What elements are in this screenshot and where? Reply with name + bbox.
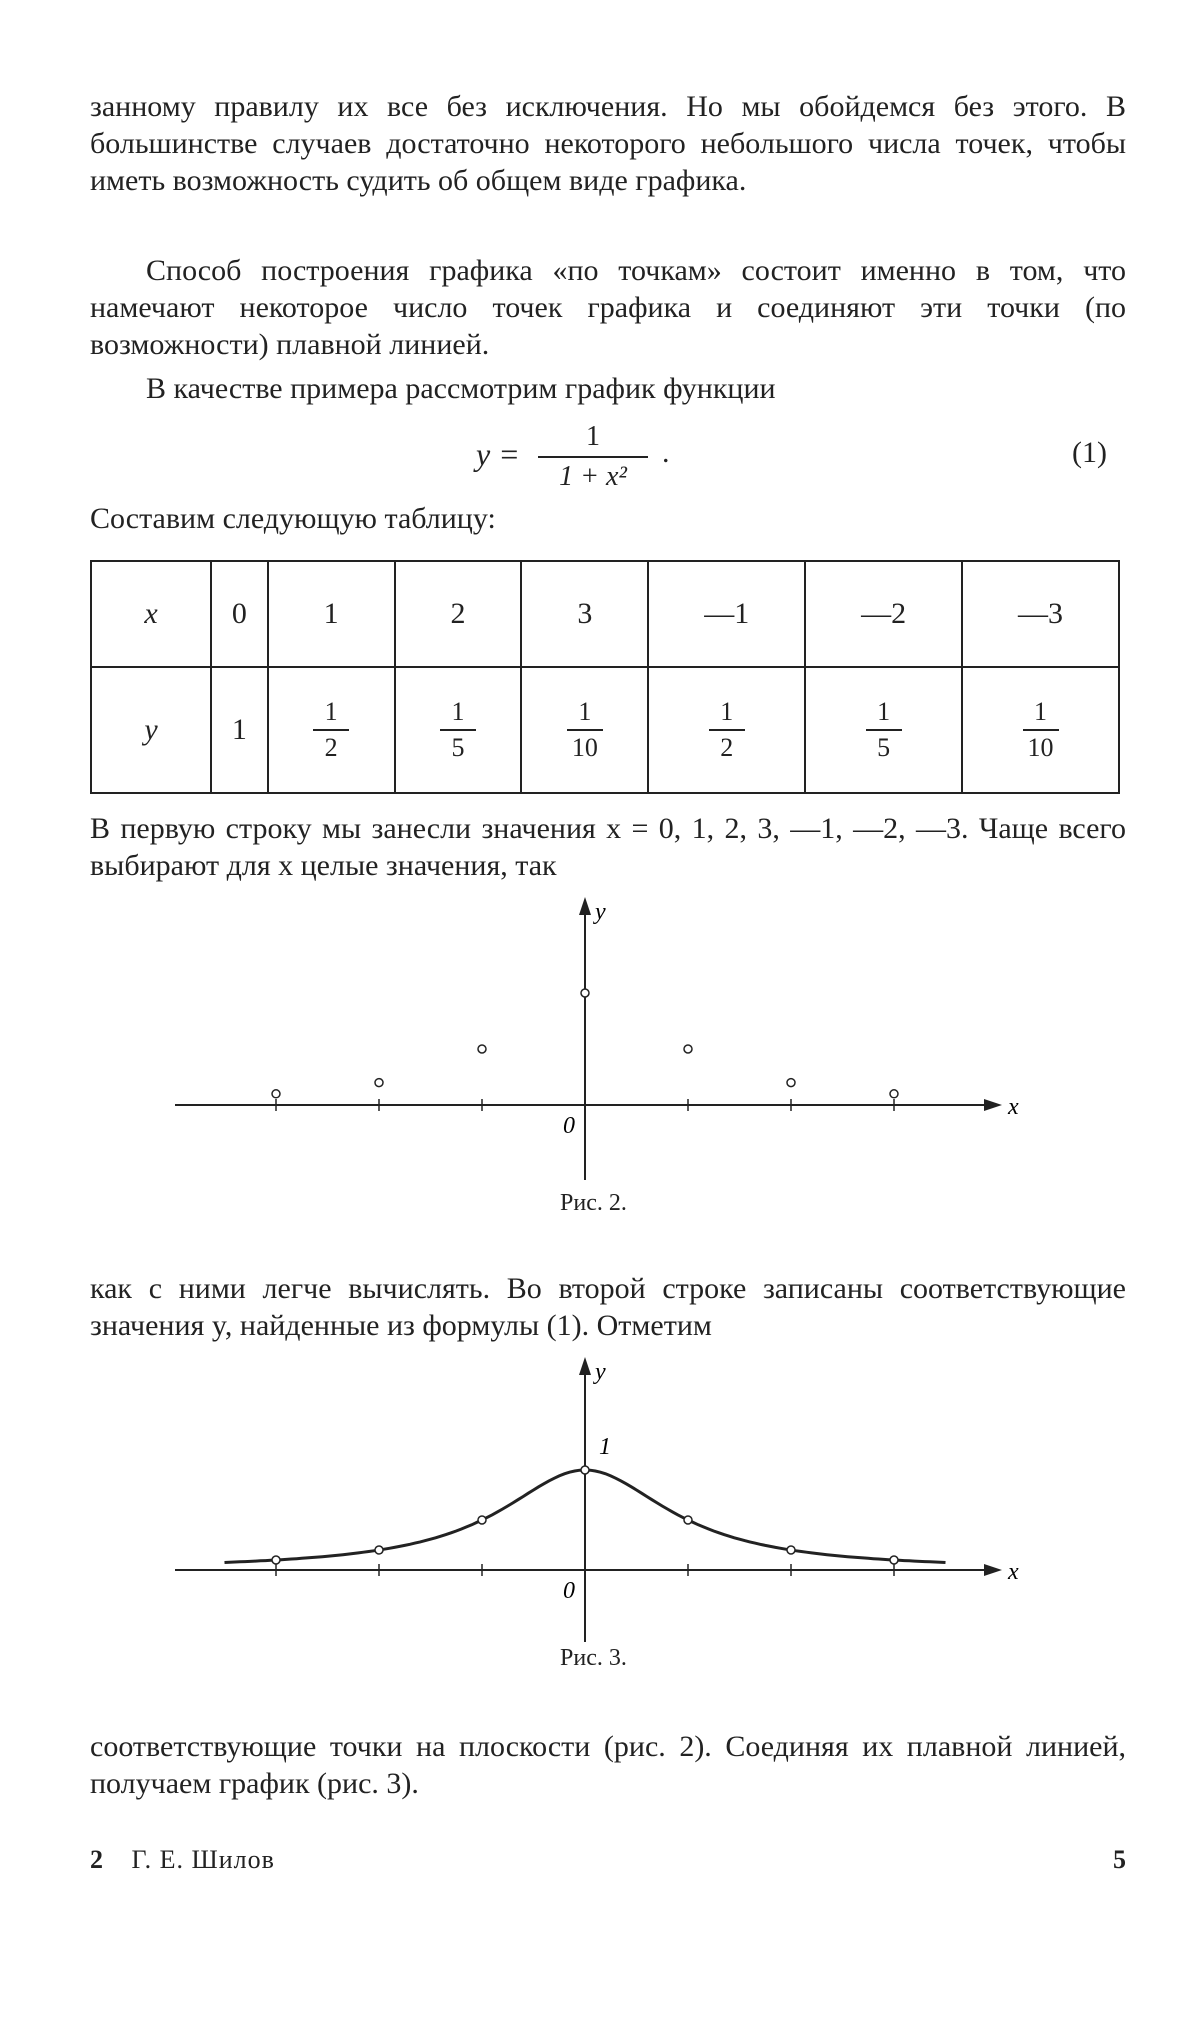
paragraph-method: Способ построения графика «по точкам» состоит именно в том, что намечают некоторое число точек графика и соединяют эти точки (по возможности) плавной линией. <box>90 254 1126 361</box>
table-cell-y <box>805 667 962 793</box>
x-axis-label: x <box>1008 1094 1019 1120</box>
values-table <box>90 560 1120 794</box>
fraction-bar <box>440 729 476 731</box>
paragraph-continuation: занному правилу их все без исключения. Но мы обойдемся без этого. В большинстве случаев достаточно некоторого небольшого числа точек, чтобы иметь возможность судить об общем виде графика. <box>90 90 1126 197</box>
table-cell-x: 2 <box>395 561 522 667</box>
page-number: 5 <box>1113 1845 1126 1874</box>
cell-numerator: 1 <box>324 696 338 726</box>
equation-number: (1) <box>1072 436 1107 469</box>
table-cell-x: —2 <box>805 561 962 667</box>
cell-fraction <box>866 697 902 763</box>
table-cell-y: 1 <box>211 667 268 793</box>
data-point <box>375 1546 383 1554</box>
y-axis-label: y <box>595 1359 606 1385</box>
origin-label: 0 <box>563 1113 575 1139</box>
cell-numerator: 1 <box>720 696 734 726</box>
formula-fraction <box>538 420 648 494</box>
data-point <box>375 1079 383 1087</box>
y-axis-label: y <box>595 899 606 925</box>
paragraph-conclusion: соответствующие точки на плоскости (рис. 2). Соединяя их плавной линией, получаем график (рис. 3). <box>90 1730 1126 1800</box>
paragraph-first-row: В первую строку мы занесли значения x = 0, 1, 2, 3, —1, —2, —3. Чаще всего выбирают для x целые значения, так <box>90 812 1126 882</box>
table-intro: Составим следующую таблицу: <box>90 502 496 535</box>
cell-denominator: 2 <box>720 732 734 762</box>
table-cell-y <box>268 667 395 793</box>
paragraph-example: В качестве примера рассмотрим график функции <box>146 372 776 405</box>
cell-fraction <box>313 697 349 763</box>
data-point <box>684 1045 692 1053</box>
cell-numerator: 1 <box>877 696 891 726</box>
figure-3 <box>0 1350 1200 1690</box>
table-header-y: y <box>91 667 211 793</box>
cell-denominator: 5 <box>877 732 891 762</box>
page-footer <box>90 1845 1126 1875</box>
data-point <box>581 1466 589 1474</box>
data-point <box>787 1546 795 1554</box>
peak-label: 1 <box>599 1434 611 1460</box>
fraction-bar <box>538 456 648 458</box>
y-axis-arrow <box>579 1357 591 1375</box>
cell-fraction <box>1023 697 1059 763</box>
formula-1 <box>0 420 1200 500</box>
table-cell-x: 1 <box>268 561 395 667</box>
paragraph-second-row: как с ними легче вычислять. Во второй строке записаны соответствующие значения y, найденные из формулы (1). Отметим <box>90 1272 1126 1342</box>
cell-denominator: 10 <box>1027 732 1054 762</box>
data-point <box>581 989 589 997</box>
signature-mark: 2 <box>90 1845 103 1874</box>
fraction-bar <box>866 729 902 731</box>
table-cell-x: —1 <box>648 561 805 667</box>
formula-lhs: y = <box>476 436 520 472</box>
cell-fraction <box>440 697 476 763</box>
x-axis-arrow <box>984 1564 1002 1576</box>
data-point <box>272 1090 280 1098</box>
table-cell-x: 0 <box>211 561 268 667</box>
table-cell-y <box>648 667 805 793</box>
fraction-bar <box>313 729 349 731</box>
figure-2-caption: Рис. 2. <box>560 1190 627 1216</box>
formula-denominator: 1 + x² <box>559 461 627 492</box>
figure-2 <box>0 890 1200 1240</box>
table-header-x: x <box>91 561 211 667</box>
origin-label: 0 <box>563 1578 575 1604</box>
data-point <box>890 1090 898 1098</box>
author-name: Г. Е. Шилов <box>131 1845 275 1874</box>
table-row-y <box>91 667 1119 793</box>
data-point <box>478 1045 486 1053</box>
table-row-x <box>91 561 1119 667</box>
data-point <box>787 1079 795 1087</box>
figure-3-plot <box>0 1350 1200 1645</box>
x-axis-arrow <box>984 1099 1002 1111</box>
data-point <box>478 1516 486 1524</box>
cell-denominator: 5 <box>451 732 465 762</box>
data-point <box>272 1556 280 1564</box>
fraction-bar <box>709 729 745 731</box>
figure-2-plot <box>0 890 1200 1190</box>
data-point <box>684 1516 692 1524</box>
data-point <box>890 1556 898 1564</box>
cell-numerator: 1 <box>451 696 465 726</box>
cell-denominator: 10 <box>571 732 598 762</box>
table-cell-y <box>395 667 522 793</box>
cell-denominator: 2 <box>324 732 338 762</box>
formula-numerator: 1 <box>586 421 600 452</box>
table-cell-x: —3 <box>962 561 1119 667</box>
x-axis-label: x <box>1008 1559 1019 1585</box>
table-cell-y <box>521 667 648 793</box>
cell-numerator: 1 <box>1034 696 1048 726</box>
cell-fraction <box>709 697 745 763</box>
fraction-bar <box>567 729 603 731</box>
y-axis-arrow <box>579 897 591 915</box>
table-cell-x: 3 <box>521 561 648 667</box>
cell-fraction <box>567 697 603 763</box>
cell-numerator: 1 <box>578 696 592 726</box>
figure-3-caption: Рис. 3. <box>560 1645 627 1671</box>
table-cell-y <box>962 667 1119 793</box>
fraction-bar <box>1023 729 1059 731</box>
formula-period: . <box>662 436 670 469</box>
